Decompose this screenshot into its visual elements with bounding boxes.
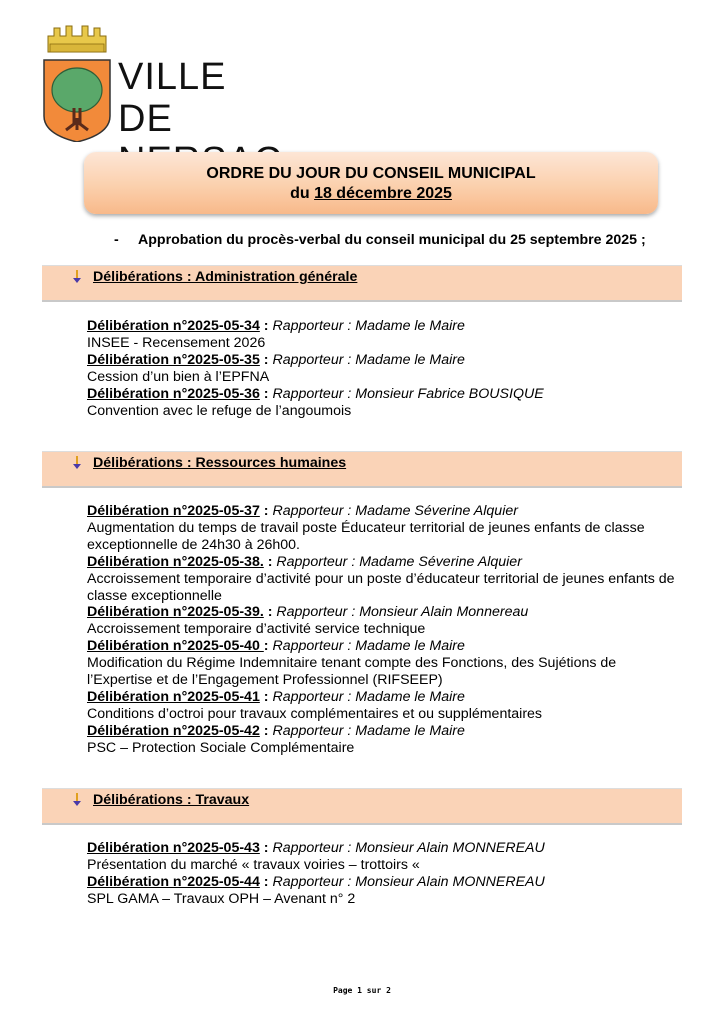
arrow-down-icon [72, 270, 82, 284]
deliberation-subject: Modification du Régime Indemnitaire tenant compte des Fonctions, des Sujétions de l’Expertise et de l’Engagement Professionnel (RIFSEEP) [87, 655, 617, 689]
deliberation-header: Délibération n°2025-05-43 : Rapporteur : Monsieur Alain MONNEREAU [87, 840, 545, 856]
meeting-date: 18 décembre 2025 [314, 185, 452, 202]
deliberation-header: Délibération n°2025-05-38. : Rapporteur : Madame Séverine Alquier [87, 553, 522, 570]
deliberation-subject: INSEE - Recensement 2026 [87, 334, 266, 351]
deliberation-header: Délibération n°2025-05-39. : Rapporteur : Monsieur Alain Monnereau [87, 604, 529, 621]
deliberation-header: Délibération n°2025-05-44 : Rapporteur : Monsieur Alain MONNEREAU [87, 873, 545, 890]
section-header-travaux: Délibérations : Travaux [42, 788, 682, 825]
deliberation-header: Délibération n°2025-05-42 : Rapporteur : Madame le Maire [87, 722, 465, 739]
deliberation-header: Délibération n°2025-05-40 : Rapporteur : Madame le Maire [87, 638, 465, 655]
deliberation-subject: Convention avec le refuge de l’angoumois [87, 402, 352, 419]
arrow-down-icon [72, 456, 82, 470]
section-entries-administration [87, 318, 677, 419]
page-number: Page 1 sur 2 [333, 986, 391, 995]
deliberation-header: Délibération n°2025-05-34 : Rapporteur : Madame le Maire [87, 318, 465, 334]
deliberation-subject: Accroissement temporaire d’activité service technique [87, 621, 426, 638]
deliberation-header: Délibération n°2025-05-41 : Rapporteur : Madame le Maire [87, 688, 465, 705]
deliberation-subject: SPL GAMA – Travaux OPH – Avenant n° 2 [87, 890, 356, 907]
deliberation-subject: Conditions d’octroi pour travaux complémentaires et ou supplémentaires [87, 705, 543, 722]
section-entries-travaux [87, 840, 677, 908]
deliberation-header: Délibération n°2025-05-37 : Rapporteur : Madame Séverine Alquier [87, 503, 518, 519]
section-header-administration: Délibérations : Administration générale [42, 265, 682, 302]
city-name: VILLE DE [118, 56, 227, 140]
deliberation-subject: PSC – Protection Sociale Complémentaire [87, 739, 355, 756]
arrow-down-icon [72, 793, 82, 807]
deliberation-header: Délibération n°2025-05-36 : Rapporteur : Monsieur Fabrice BOUSIQUE [87, 385, 544, 402]
deliberation-subject: Cession d’un bien à l’EPFNA [87, 368, 270, 385]
deliberation-subject: Accroissement temporaire d’activité pour un poste d’éducateur territorial de jeunes enfants de classe exceptionnelle [87, 570, 675, 604]
section-entries-ressources-humaines [87, 503, 677, 757]
shield-icon [42, 58, 112, 142]
city-logo [38, 22, 278, 144]
deliberation-subject: Présentation du marché « travaux voiries – trottoirs « [87, 856, 420, 873]
deliberation-header: Délibération n°2025-05-35 : Rapporteur : Madame le Maire [87, 351, 465, 368]
section-header-ressources-humaines: Délibérations : Ressources humaines [42, 451, 682, 488]
agenda-date-line: du 18 décembre 2025 [290, 185, 452, 202]
crown-icon [44, 22, 110, 56]
agenda-title-box [84, 152, 658, 214]
agenda-title: ORDRE DU JOUR DU CONSEIL MUNICIPAL [206, 165, 536, 182]
approval-item: - Approbation du procès-verbal du conseil municipal du 25 septembre 2025 ; [114, 232, 646, 248]
deliberation-subject: Augmentation du temps de travail poste Éducateur territorial de jeunes enfants de classe exceptionnelle de 24h30 à 26h00. [87, 519, 645, 553]
